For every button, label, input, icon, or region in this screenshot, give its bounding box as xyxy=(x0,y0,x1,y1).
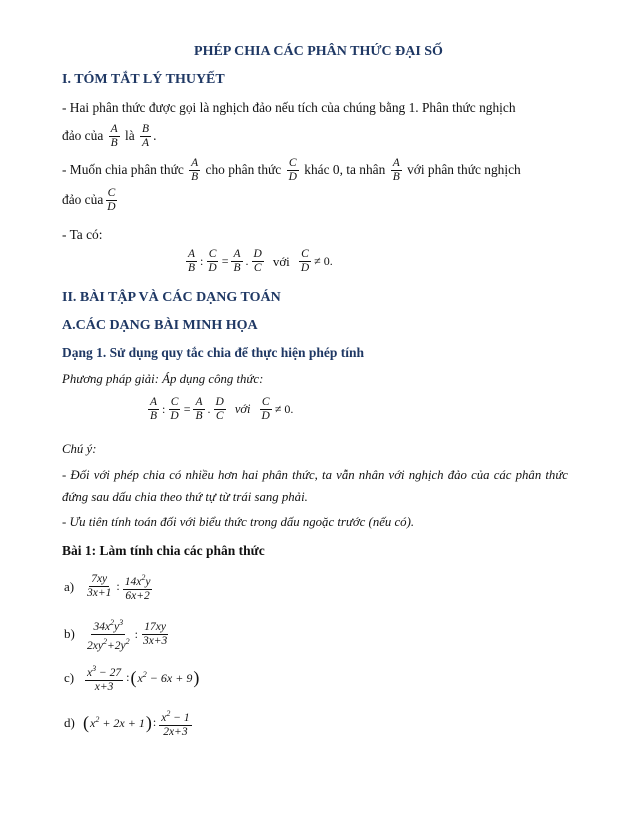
text-span: - Muốn chia phân thức xyxy=(62,162,184,177)
exercise-label: c) xyxy=(64,669,75,685)
paragraph-line xyxy=(62,155,568,185)
note-label: Chú ý: xyxy=(62,442,97,456)
fraction: $\frac{D}{C}$ xyxy=(215,396,224,422)
fraction: $\frac{C}{D}$ xyxy=(300,248,310,274)
fraction-c-over-d: $\frac{C}{D}$ xyxy=(107,187,116,214)
fraction-b-over-a: $\frac{B}{A}$ xyxy=(142,123,150,150)
paragraph-inverse-definition xyxy=(62,95,568,151)
fraction: $\frac{7xy}{3x+1}$ xyxy=(87,573,112,600)
fraction: $\frac{x^3 - 27}{x+3}$ xyxy=(87,664,122,693)
division-formula: $\frac{A}{B}$ : $\frac{C}{D}$ = $\frac{A}{B}$ . $\frac{D}{C}$ với $\frac{C}{D}$ ≠ 0. xyxy=(188,248,333,274)
page-title: PHÉP CHIA CÁC PHÂN THỨC ĐẠI SỐ xyxy=(194,44,443,59)
paragraph-division-rule xyxy=(62,155,568,215)
text-span: ≠ 0. xyxy=(314,254,333,268)
exercise-a: a) $\frac{7xy}{3x+1}$ : $\frac{14x^2y}{6x+2}$ xyxy=(64,573,151,602)
fraction: $\frac{A}{B}$ xyxy=(188,248,196,274)
text-span: ≠ 0. xyxy=(274,402,294,416)
type-1-heading: Dạng 1. Sử dụng quy tắc chia để thực hiện phép tính xyxy=(62,345,365,360)
paragraph-line: - Hai phân thức được gọi là nghịch đảo nếu tích của chúng bằng 1. Phân thức nghịch xyxy=(62,100,516,115)
text-span: khác 0, ta nhân xyxy=(304,162,386,177)
fraction: $\frac{17xy}{3x+3}$ xyxy=(142,620,168,647)
fraction: $\frac{C}{D}$ xyxy=(261,396,270,422)
exercise-label: b) xyxy=(64,626,75,642)
text-span: đảo của xyxy=(62,192,104,207)
fraction-c-over-d: $\frac{C}{D}$ xyxy=(288,157,297,184)
fraction: $\frac{D}{C}$ xyxy=(253,248,262,274)
fraction: $\frac{A}{B}$ xyxy=(233,248,241,274)
fraction: $\frac{34x^2y^3}{2xy^2+2y^2}$ xyxy=(87,618,130,652)
exercise-c: c) $\frac{x^3 - 27}{x+3}$ $:(x^2 - 6x + 9)$ xyxy=(64,664,200,693)
fraction: $\frac{C}{D}$ xyxy=(208,248,217,274)
fraction: $\frac{A}{B}$ xyxy=(195,396,203,422)
section-1-heading: I. TÓM TẮT LÝ THUYẾT xyxy=(62,72,225,87)
text-span: . xyxy=(153,128,157,143)
paragraph-line xyxy=(62,185,568,215)
fraction: $\frac{C}{D}$ xyxy=(170,396,179,422)
fraction: $\frac{14x^2y}{6x+2}$ xyxy=(124,573,151,602)
section-2-heading: II. BÀI TẬP VÀ CÁC DẠNG TOÁN xyxy=(62,290,281,305)
note-2: - Ưu tiên tính toán đối với biểu thức trong dấu ngoặc trước (nếu có). xyxy=(62,515,415,529)
text-span: cho phân thức xyxy=(205,162,282,177)
subsection-heading: A.CÁC DẠNG BÀI MINH HỌA xyxy=(62,318,258,333)
text-span: với phân thức nghịch xyxy=(407,162,521,177)
exercise-label: a) xyxy=(64,578,75,594)
paragraph-line xyxy=(62,121,568,151)
note-1: - Đối với phép chia có nhiều hơn hai phân thức, ta vẫn nhân với nghịch đảo của các phân thức đứng sau dấu chia theo thứ tự từ trái sang phải. xyxy=(62,468,568,504)
fraction-a-over-b: $\frac{A}{B}$ xyxy=(191,157,199,184)
exercise-1-heading: Bài 1: Làm tính chia các phân thức xyxy=(62,543,265,558)
text-span: với xyxy=(272,253,290,269)
fraction: $\frac{A}{B}$ xyxy=(150,396,158,422)
text-span: với xyxy=(234,402,251,416)
fraction-a-over-b: $\frac{A}{B}$ xyxy=(392,157,400,184)
division-formula-2: $\frac{A}{B}$ : $\frac{C}{D}$ = $\frac{A}{B}$ . $\frac{D}{C}$ với $\frac{C}{D}$ ≠ 0. xyxy=(150,396,294,422)
fraction: $\frac{x^2 - 1}{2x+3}$ xyxy=(161,709,190,738)
fraction-a-over-b: $\frac{A}{B}$ xyxy=(110,123,118,150)
method-text: Phương pháp giải: Áp dụng công thức: xyxy=(62,372,264,386)
text-span: là xyxy=(125,128,135,143)
exercise-d: d) $(x^2 + 2x + 1)$: $\frac{x^2 - 1}{2x+3}$ xyxy=(64,709,190,738)
text-span: đảo của xyxy=(62,128,104,143)
paragraph-we-have: - Ta có: xyxy=(62,227,103,242)
exercise-b: b) $\frac{34x^2y^3}{2xy^2+2y^2}$ : $\frac{17xy}{3x+3}$ xyxy=(64,618,168,652)
exercise-label: d) xyxy=(64,714,75,730)
